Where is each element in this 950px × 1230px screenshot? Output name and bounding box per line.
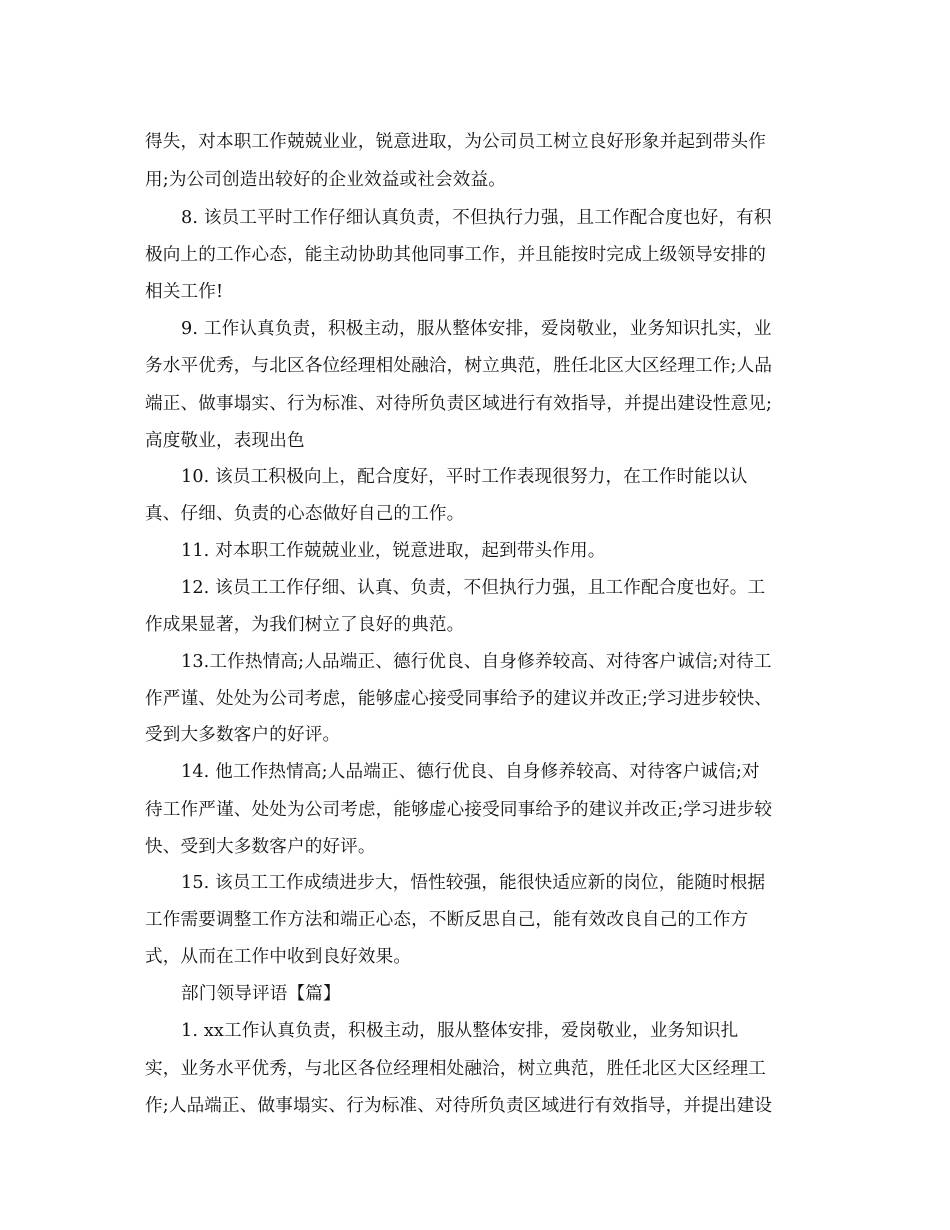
text-line: 待工作严谨、处处为公司考虑，能够虚心接受同事给予的建议并改正;学习进步较 (145, 800, 773, 820)
text-line: 务水平优秀，与北区各位经理相处融洽，树立典范，胜任北区大区经理工作;人品 (145, 356, 773, 376)
paragraph-item-11: 11. 对本职工作兢兢业业，锐意进取，起到带头作用。 (181, 541, 606, 561)
paragraph-item-14: 14. 他工作热情高;人品端正、德行优良、自身修养较高、对待客户诚信;对 (181, 762, 760, 782)
text-line: 用;为公司创造出较好的企业效益或社会效益。 (145, 170, 506, 190)
text-line: 真、仔细、负责的心态做好自己的工作。 (145, 504, 465, 524)
text-line: 高度敬业，表现出色 (145, 431, 305, 451)
section-heading: 部门领导评语【篇】 (181, 984, 341, 1004)
text-line: 端正、做事塌实、行为标准、对待所负责区域进行有效指导，并提出建设性意见; (145, 394, 773, 414)
text-line: 快、受到大多数客户的好评。 (145, 837, 376, 857)
paragraph-item-9: 9. 工作认真负责，积极主动，服从整体安排，爱岗敬业，业务知识扎实，业 (181, 319, 772, 339)
text-line: 作;人品端正、做事塌实、行为标准、对待所负责区域进行有效指导，并提出建设 (145, 1096, 773, 1116)
text-line: 得失，对本职工作兢兢业业，锐意进取，为公司员工树立良好形象并起到带头作 (145, 132, 767, 152)
paragraph-item-15: 15. 该员工工作成绩进步大，悟性较强，能很快适应新的岗位，能随时根据 (181, 873, 766, 893)
paragraph-item-1: 1. xx工作认真负责，积极主动，服从整体安排，爱岗敬业，业务知识扎 (181, 1021, 739, 1041)
text-line: 受到大多数客户的好评。 (145, 725, 341, 745)
text-line: 极向上的工作心态，能主动协助其他同事工作，并且能按时完成上级领导安排的 (145, 245, 767, 265)
paragraph-item-13: 13.工作热情高;人品端正、德行优良、自身修养较高、对待客户诚信;对待工 (181, 652, 772, 672)
text-line: 作严谨、处处为公司考虑，能够虚心接受同事给予的建议并改正;学习进步较快、 (145, 689, 773, 709)
paragraph-item-10: 10. 该员工积极向上，配合度好，平时工作表现很努力，在工作时能以认 (181, 467, 748, 487)
text-line: 作成果显著，为我们树立了良好的典范。 (145, 615, 465, 635)
paragraph-item-8: 8. 该员工平时工作仔细认真负责，不但执行力强，且工作配合度也好，有积 (181, 208, 772, 228)
text-line: 工作需要调整工作方法和端正心态，不断反思自己，能有效改良自己的工作方 (145, 910, 749, 930)
text-line: 实，业务水平优秀，与北区各位经理相处融洽，树立典范，胜任北区大区经理工 (145, 1059, 767, 1079)
text-line: 式，从而在工作中收到良好效果。 (145, 947, 412, 967)
text-line: 相关工作! (145, 282, 224, 302)
paragraph-item-12: 12. 该员工工作仔细、认真、负责，不但执行力强，且工作配合度也好。工 (181, 578, 766, 598)
